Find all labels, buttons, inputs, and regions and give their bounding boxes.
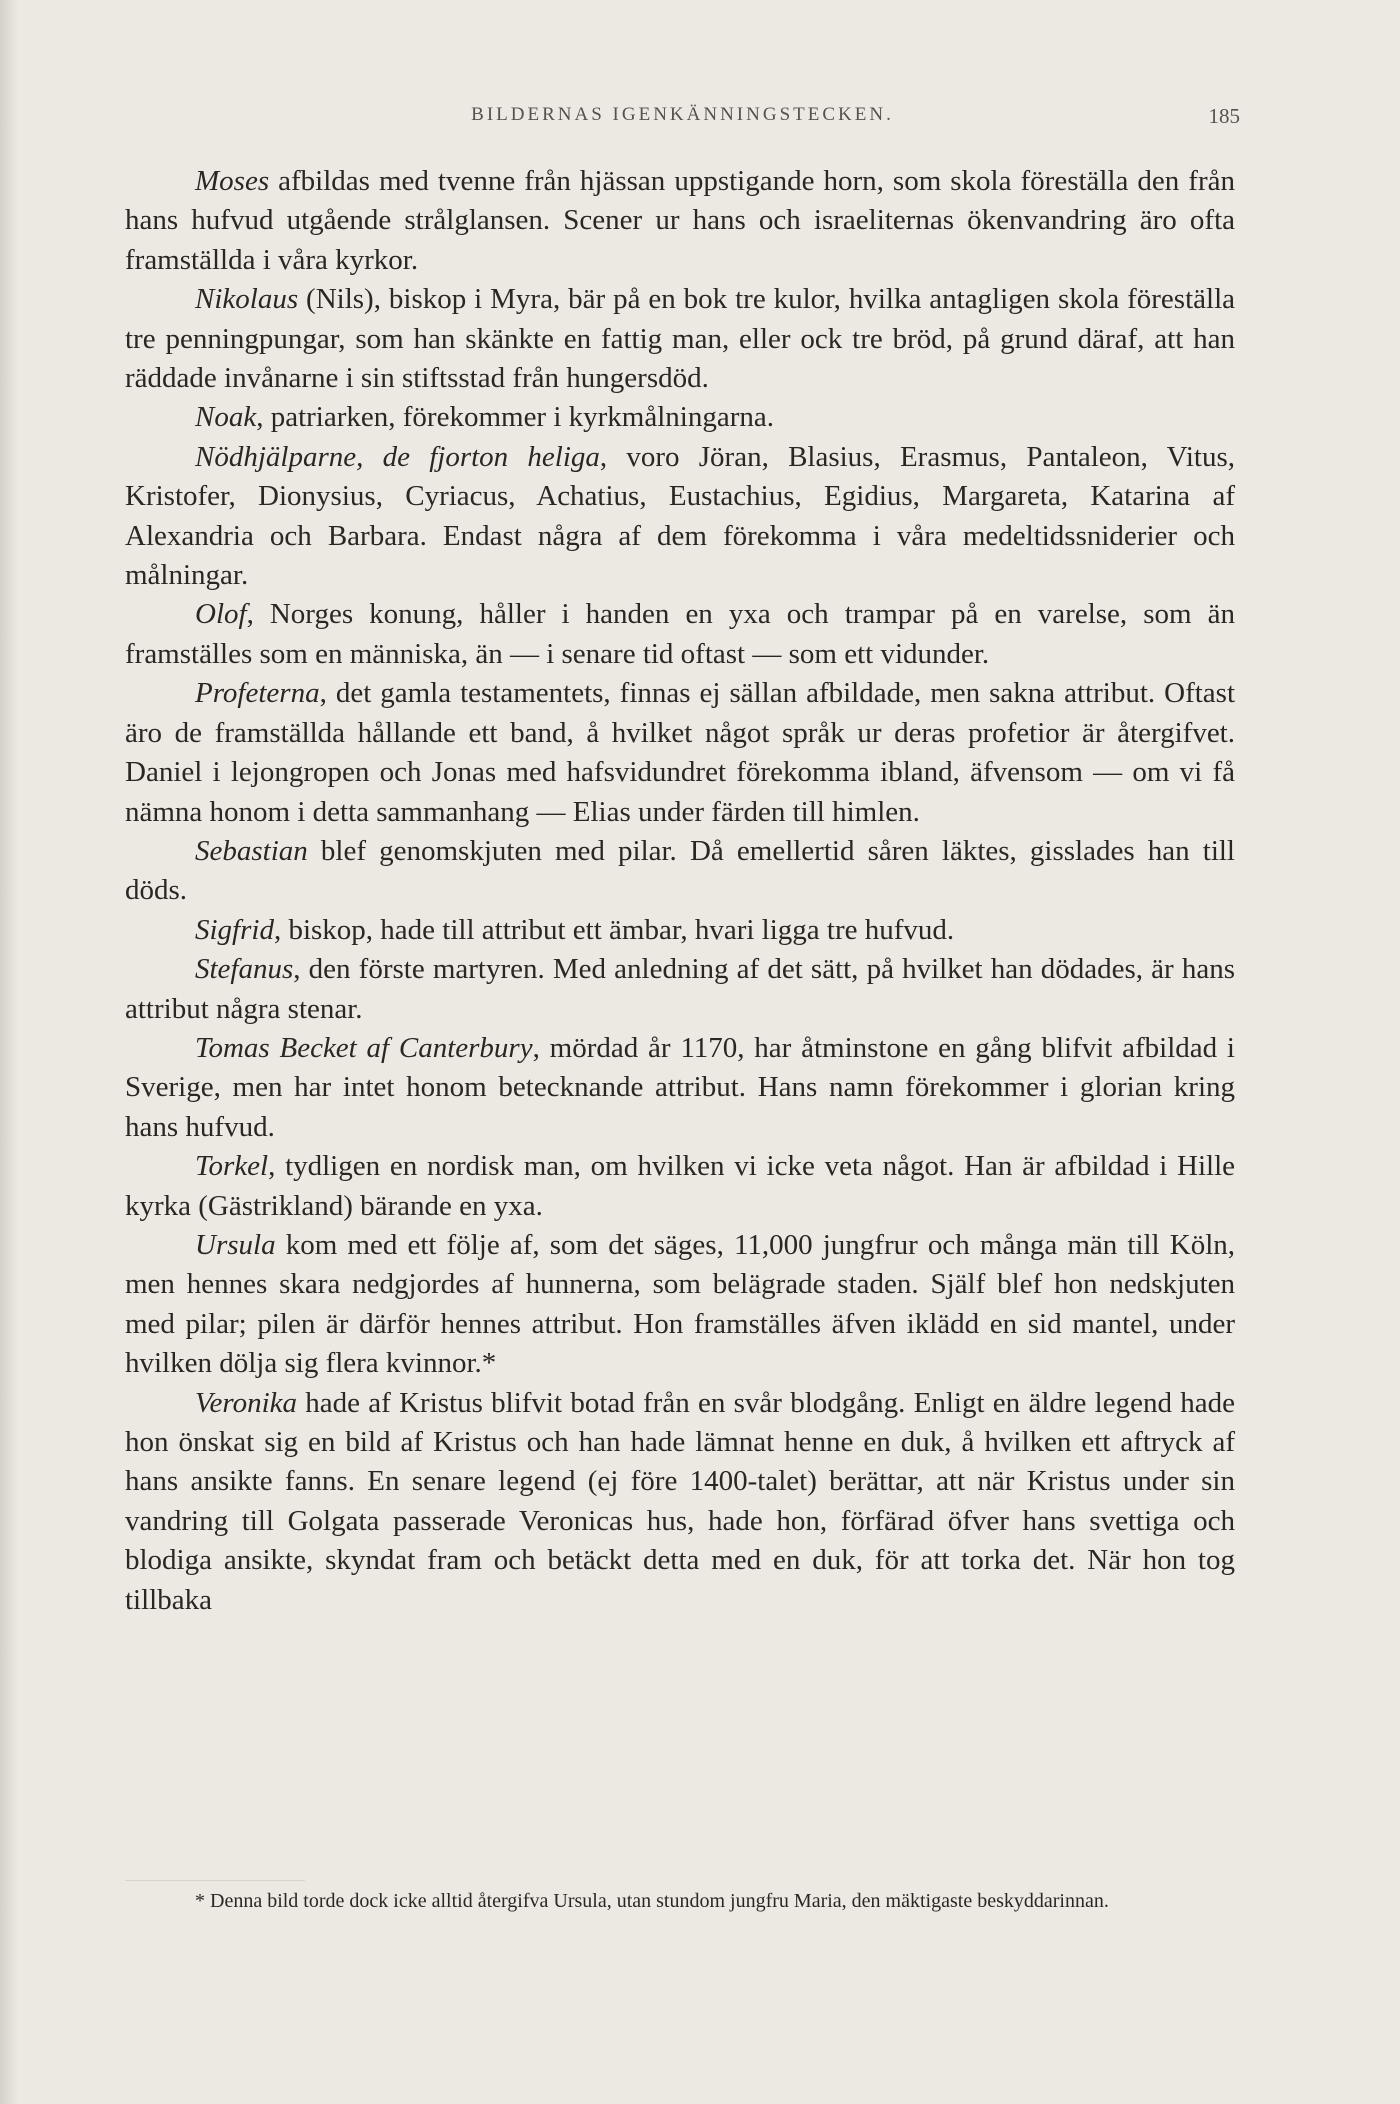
paragraph-sigfrid xyxy=(125,911,1235,950)
entry-term: Sigfrid xyxy=(195,913,274,946)
paragraph-sebastian xyxy=(125,832,1235,911)
entry-text: , det gamla testamentets, finnas ej sällan afbildade, men sakna attribut. Oftast äro de framställda hållande ett band, å hvilket något språk ur deras profetior är återgifvet. Daniel i lejongropen och Jonas med hafsvidundret förekomma ibland, äfvensom — om vi få nämna honom i detta sammanhang — Elias under färden till himlen. xyxy=(125,677,1235,828)
paragraph-torkel xyxy=(125,1147,1235,1226)
paragraph-tomas-becket xyxy=(125,1029,1235,1147)
entry-text: , mördad år 1170, har åtminstone en gång blifvit afbildad i Sverige, men har intet honom betecknande attribut. Hans namn förekommer i glorian kring hans hufvud. xyxy=(125,1031,1235,1143)
paragraph-nikolaus xyxy=(125,280,1235,398)
entry-text: afbildas med tvenne från hjässan uppstigande horn, som skola föreställa den från hans hufvud utgående strålglansen. Scener ur hans och israeliternas ökenvandring äro ofta framställda i våra kyrkor. xyxy=(125,165,1235,276)
paragraph-nodhjalparne xyxy=(125,438,1235,596)
paragraph-ursula xyxy=(125,1226,1235,1384)
header-title: BILDERNAS IGENKÄNNINGSTECKEN. xyxy=(471,104,894,125)
entry-term: Olof xyxy=(195,598,247,631)
entry-term: Nödhjälparne, de fjorton heliga xyxy=(195,440,600,473)
body-text xyxy=(125,162,1235,1620)
paragraph-stefanus xyxy=(125,950,1235,1029)
paragraph-veronika xyxy=(125,1384,1235,1620)
entry-term: Moses xyxy=(195,165,270,197)
paragraph-moses xyxy=(125,162,1235,280)
entry-term: Nikolaus xyxy=(195,283,299,316)
page-edge-shadow xyxy=(0,0,18,2104)
entry-text: blef genomskjuten med pilar. Då emellertid såren läktes, gisslades han till döds. xyxy=(125,834,1235,907)
paragraph-noak xyxy=(125,398,1235,437)
entry-term: Torkel xyxy=(195,1150,269,1183)
entry-text: , voro Jöran, Blasius, Erasmus, Pantaleon, Vitus, Kristofer, Dionysius, Cyriacus, Achatius, Eustachius, Egidius, Margareta, Katarina af Alexandria och Barbara. Endast några af dem förekomma i våra medeltidssniderier och målningar. xyxy=(125,440,1235,592)
entry-text: (Nils), biskop i Myra, bär på en bok tre kulor, hvilka antagligen skola föreställa tre penningpungar, som han skänkte en fattig man, eller ock tre bröd, på grund däraf, att han räddade invånarne i sin stiftsstad från hungersdöd. xyxy=(125,283,1235,395)
entry-text: , biskop, hade till attribut ett ämbar, hvari ligga tre hufvud. xyxy=(273,913,955,946)
entry-term: Noak xyxy=(195,401,257,434)
paragraph-olof xyxy=(125,595,1235,674)
entry-text: , Norges konung, håller i handen en yxa och trampar på en varelse, som än framställes som en människa, än — i senare tid oftast — som ett vidunder. xyxy=(125,598,1235,670)
entry-term: Veronika xyxy=(195,1386,298,1419)
paragraph-profeterna xyxy=(125,674,1235,832)
entry-text: , patriarken, förekommer i kyrkmålningarna. xyxy=(256,401,774,434)
entry-text: , den förste martyren. Med anledning af det sätt, på hvilket han dödades, är hans attribut några stenar. xyxy=(125,953,1235,1025)
entry-term: Ursula xyxy=(195,1228,276,1261)
entry-term: Profeterna xyxy=(195,677,320,710)
page-number: 185 xyxy=(1208,104,1240,128)
entry-term: Tomas Becket af Canterbury xyxy=(195,1031,533,1064)
footnote: * Denna bild torde dock icke alltid återgifva Ursula, utan stundom jungfru Maria, den mäktigaste beskyddarinnan. xyxy=(195,1890,1109,1912)
entry-text: kom med ett följe af, som det säges, 11,000 jungfrur och många män till Köln, men hennes skara nedgjordes af hunnerna, som belägrade staden. Själf blef hon nedskjuten med pilar; pilen är därför hennes attribut. Hon framställes äfven iklädd en sid mantel, under hvilken dölja sig flera kvinnor.* xyxy=(125,1228,1235,1380)
running-header xyxy=(125,104,1240,134)
entry-term: Sebastian xyxy=(195,834,308,867)
entry-text: , tydligen en nordisk man, om hvilken vi icke veta något. Han är afbildad i Hille kyrka (Gästrikland) bärande en yxa. xyxy=(125,1150,1235,1222)
entry-term: Stefanus xyxy=(195,953,294,986)
entry-text: hade af Kristus blifvit botad från en svår blodgång. Enligt en äldre legend hade hon önskat sig en bild af Kristus och han hade lämnat henne en duk, å hvilken ett aftryck af hans ansikte fanns. En senare legend (ej före 1400-talet) berättar, att när Kristus under sin vandring till Golgata passerade Veronicas hus, hade hon, förfärad öfver hans svettiga och blodiga ansikte, skyndat fram och betäckt detta med en duk, för att torka det. När hon tog tillbaka xyxy=(125,1386,1235,1616)
footnote-divider xyxy=(125,1880,305,1881)
